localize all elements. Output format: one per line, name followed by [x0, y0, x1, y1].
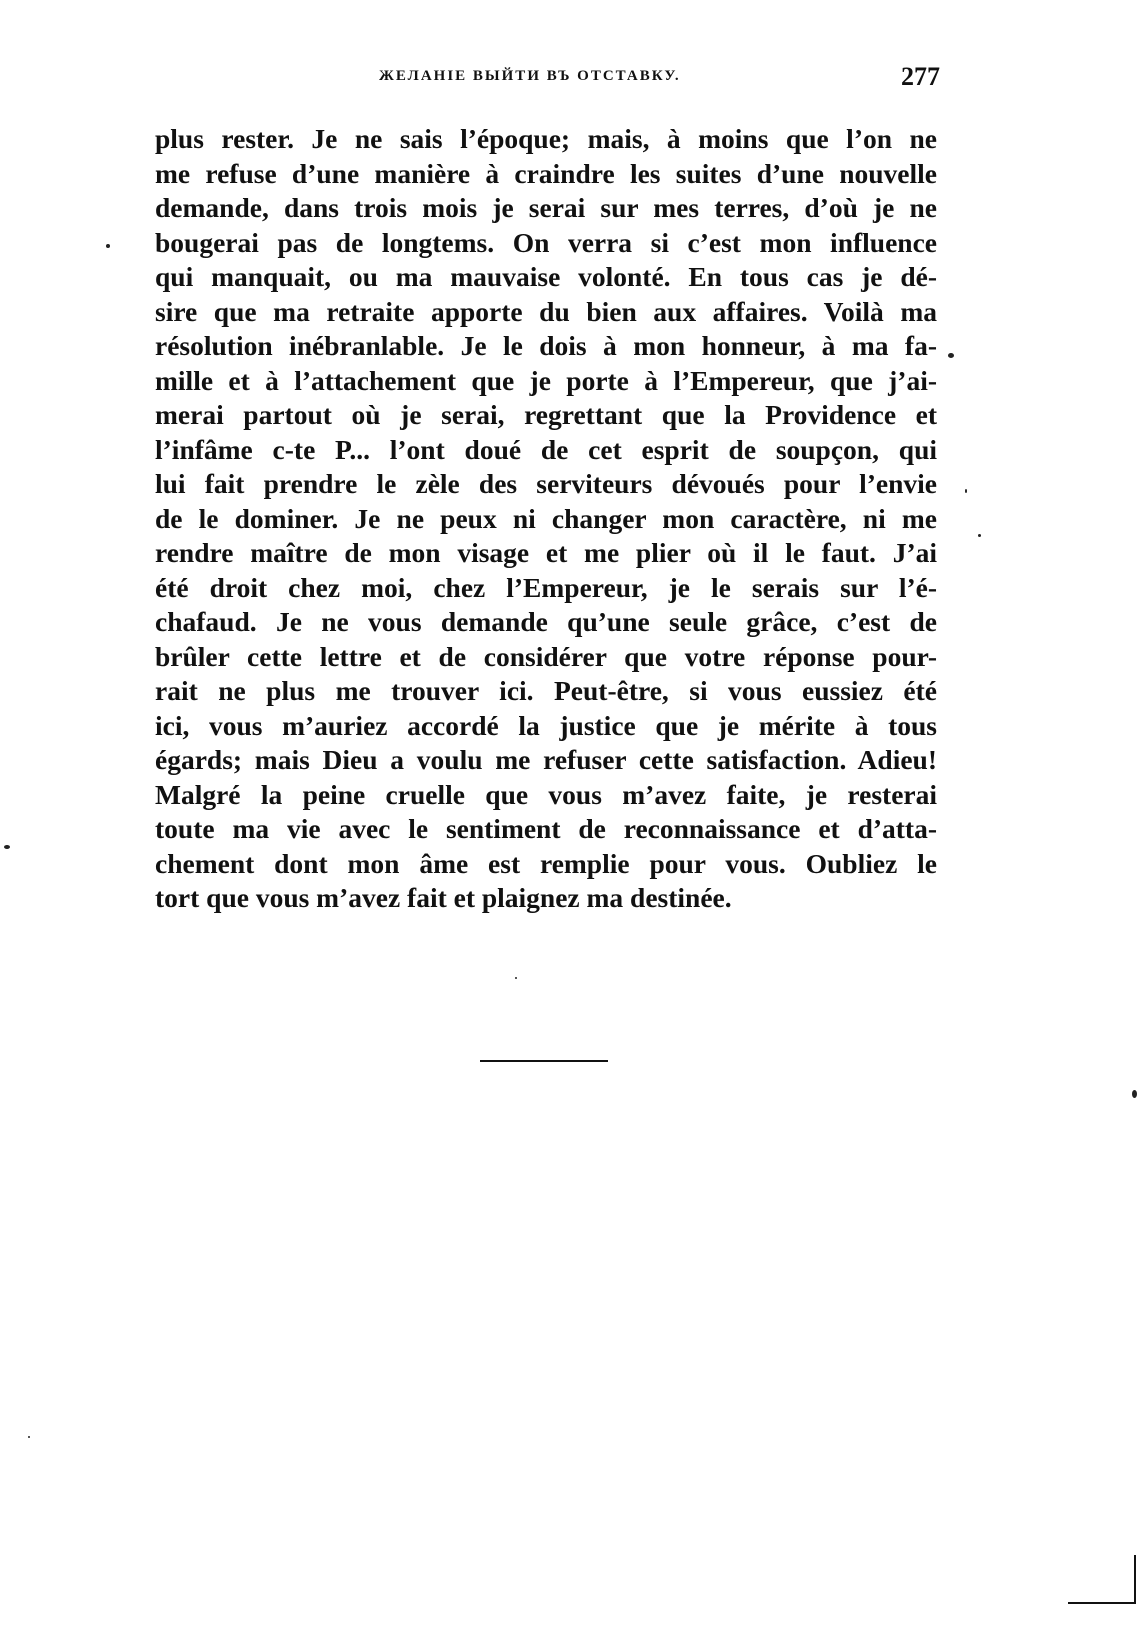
text-line: l’infâme c-te P... l’ont doué de cet esprit de soupçon, qui — [155, 433, 937, 465]
text-line: demande, dans trois mois je serai sur mes terres, d’où je ne — [155, 192, 937, 223]
text-line: merai partout où je serai, regrettant que la Providence et — [155, 399, 937, 430]
text-line: sire que ma retraite apporte du bien aux affaires. Voilà ma — [155, 295, 937, 327]
text-line: lui fait prendre le zèle des serviteurs dévoués pour l’envie — [155, 468, 937, 499]
text-line: brûler cette lettre et de considérer que votre réponse pour- — [155, 640, 937, 672]
text-line-last: tort que vous m’avez fait et plaignez ma destinée. — [155, 882, 732, 913]
running-title: ЖЕЛАНІЕ ВЫЙТИ ВЪ ОТСТАВКУ. — [379, 68, 681, 84]
text-line: de le dominer. Je ne peux ni changer mon caractère, ni me — [155, 502, 937, 534]
text-line: qui manquait, ou ma mauvaise volonté. En tous cas je dé- — [155, 261, 937, 292]
text-line: mille et à l’attachement que je porte à l’Empereur, que j’ai- — [155, 364, 937, 396]
scan-speck — [4, 845, 10, 849]
scan-edge-mark — [1068, 1602, 1136, 1604]
body-text — [155, 122, 937, 916]
text-line: Malgré la peine cruelle que vous m’avez faite, je resterai — [155, 778, 937, 810]
scan-speck — [106, 244, 110, 248]
page-number: 277 — [901, 62, 940, 91]
text-line: chafaud. Je ne vous demande qu’une seule grâce, c’est de — [155, 606, 937, 637]
scan-speck — [1132, 1090, 1137, 1098]
scan-speck — [965, 489, 967, 493]
text-line: bougerai pas de longtems. On verra si c’est mon influence — [155, 226, 937, 258]
text-line: plus rester. Je ne sais l’époque; mais, à moins que l’on ne — [155, 123, 937, 154]
text-line: toute ma vie avec le sentiment de reconnaissance et d’atta- — [155, 813, 937, 844]
text-line: rendre maître de mon visage et me plier où il le faut. J’ai — [155, 537, 937, 568]
text-line: égards; mais Dieu a voulu me refuser cette satisfaction. Adieu! — [155, 744, 937, 775]
scan-edge-mark — [1134, 1555, 1136, 1603]
text-line: me refuse d’une manière à craindre les suites d’une nouvelle — [155, 157, 937, 189]
text-line: résolution inébranlable. Je le dois à mon honneur, à ma fa- — [155, 330, 937, 361]
running-head — [155, 64, 940, 94]
scan-speck — [948, 353, 954, 358]
scan-speck — [515, 977, 517, 979]
text-line: chement dont mon âme est remplie pour vous. Oubliez le — [155, 847, 937, 879]
scan-speck — [978, 534, 981, 537]
scan-speck — [28, 1436, 30, 1438]
end-rule — [480, 1060, 608, 1062]
text-line: rait ne plus me trouver ici. Peut-être, si vous eussiez été — [155, 675, 937, 706]
text-line: ici, vous m’auriez accordé la justice que je mérite à tous — [155, 709, 937, 741]
text-line: été droit chez moi, chez l’Empereur, je le serais sur l’é- — [155, 571, 937, 603]
